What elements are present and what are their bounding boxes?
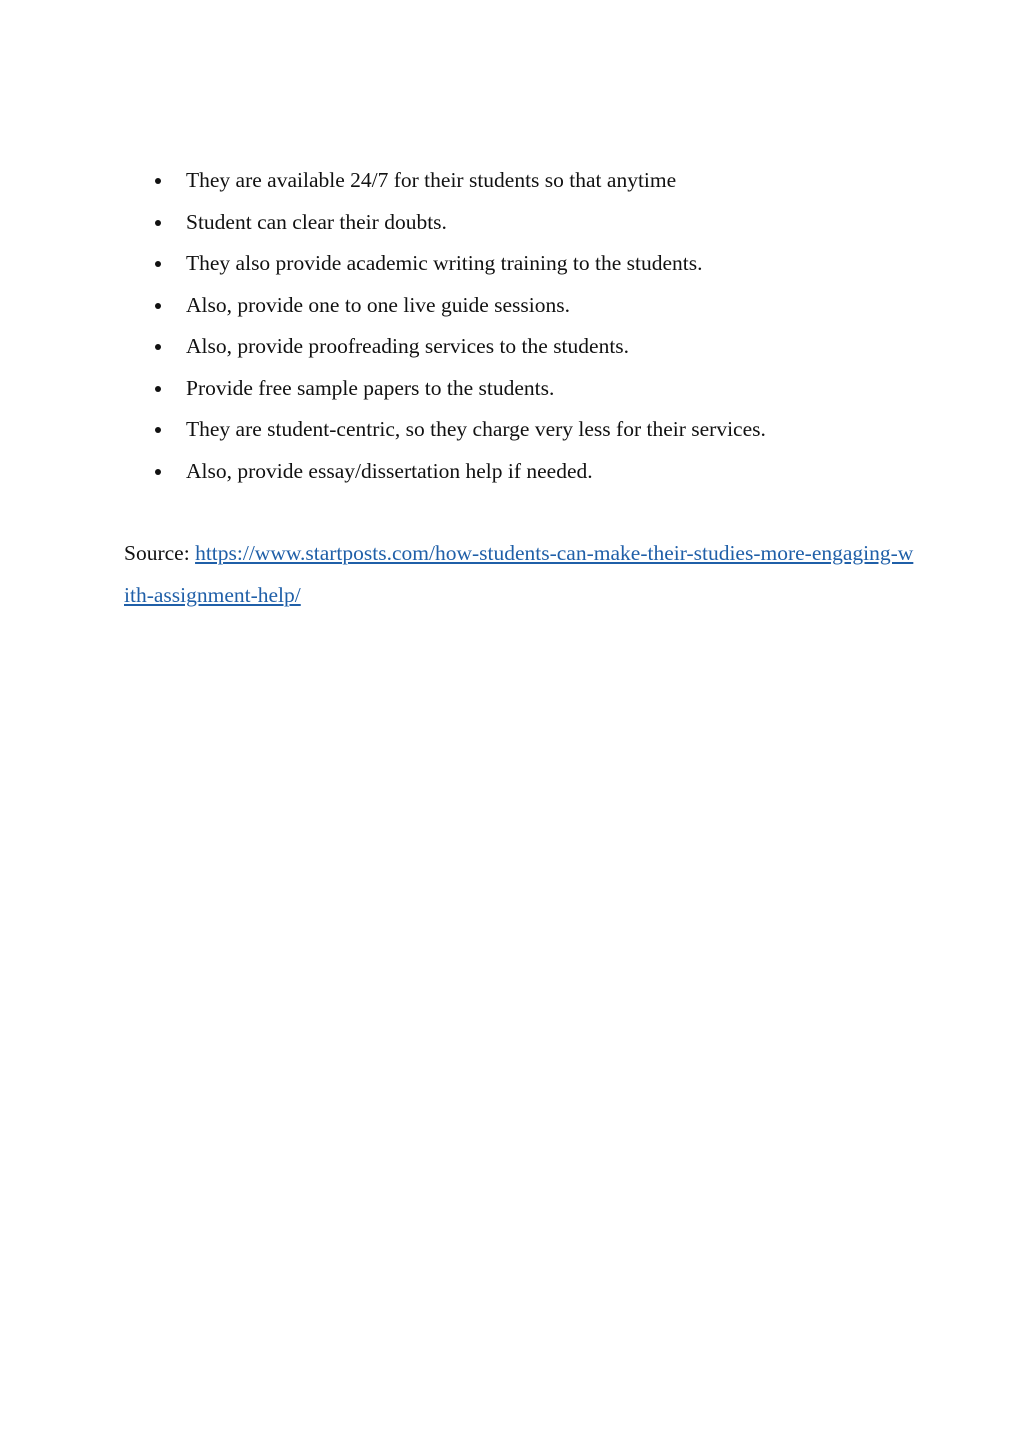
bullet-icon	[155, 344, 161, 350]
list-item-text: They are available 24/7 for their students so that anytime	[186, 168, 677, 192]
bullet-icon	[155, 178, 161, 184]
bullet-icon	[155, 469, 161, 475]
bullet-icon	[155, 303, 161, 309]
list-item-text: Also, provide one to one live guide sessions.	[186, 292, 570, 317]
list-item-text: Student can clear their doubts.	[186, 209, 447, 234]
bullet-icon	[155, 386, 161, 392]
source-paragraph	[124, 532, 914, 616]
list-item-text: They also provide academic writing training to the students.	[186, 251, 703, 275]
bullet-icon	[155, 261, 161, 267]
source-label: Source:	[124, 541, 196, 565]
source-link[interactable]: https://www.startposts.com/how-students-can-make-their-studies-more-engaging-with-assignment-help/	[124, 541, 914, 607]
bullet-icon	[155, 220, 161, 226]
list-item-text: Also, provide proofreading services to the students.	[186, 334, 630, 358]
list-item-text: Provide free sample papers to the students.	[186, 375, 555, 400]
bullet-icon	[155, 427, 161, 433]
list-item-text: Also, provide essay/dissertation help if needed.	[186, 458, 593, 483]
list-item-text: They are student-centric, so they charge very less for their services.	[186, 417, 766, 441]
